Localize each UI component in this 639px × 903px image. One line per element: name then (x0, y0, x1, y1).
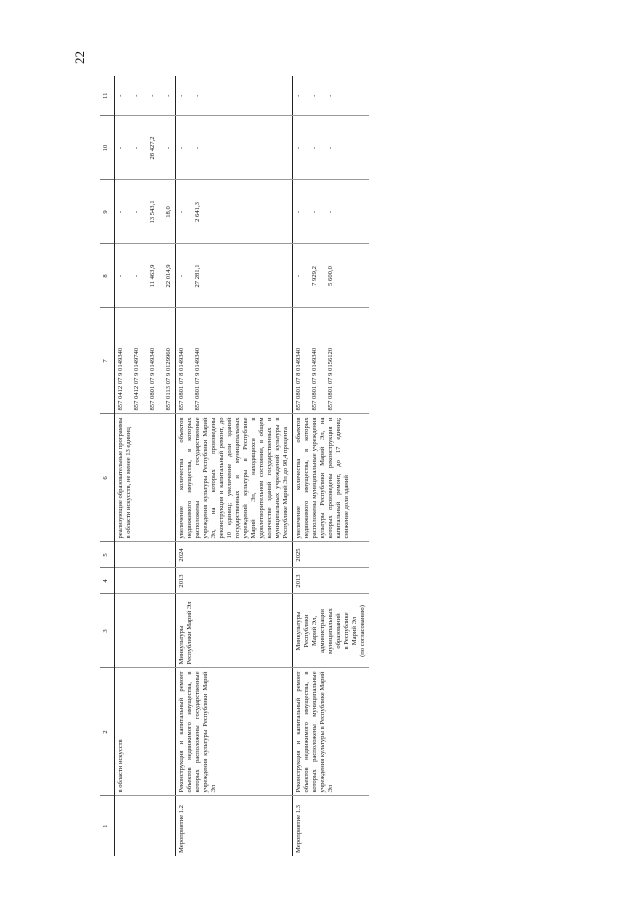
value: - (295, 274, 302, 278)
value: - (133, 146, 140, 150)
kbk-code: 857 0801 07 9 0149340 (194, 347, 201, 411)
cell-value (176, 180, 293, 244)
table-row (293, 76, 370, 856)
cell-description: Реконструкция и капитальный ремонт объектов недвижимого имущества, в которых расположены государственные учреждения культуры Республики Марий Эл (176, 668, 293, 796)
col-header: 10 (100, 116, 115, 180)
executor-line: администрации (319, 609, 326, 653)
value: 27 281,1 (194, 264, 201, 288)
value: - (295, 210, 302, 214)
col-header: 5 (100, 542, 115, 568)
cell-kbk (176, 308, 293, 414)
value: - (178, 274, 185, 278)
table-row (176, 76, 293, 856)
value: - (311, 210, 318, 214)
executor-line: Марий Эл, (311, 616, 318, 646)
cell-value (293, 116, 370, 180)
kbk-code: 857 0412 07 9 0149340 (117, 347, 124, 411)
col-header: 6 (100, 414, 115, 542)
cell-value (293, 180, 370, 244)
value: - (165, 146, 172, 150)
col-header: 2 (100, 668, 115, 796)
value: 28 427,2 (149, 136, 156, 160)
kbk-code: 857 0801 07 9 0156120 (327, 347, 334, 411)
kbk-code: 857 0801 07 8 0149340 (178, 347, 185, 411)
value: - (178, 210, 185, 214)
cell-value (176, 244, 293, 308)
cell-measure: Мероприятие 1.2 (176, 796, 293, 856)
executor-line: образований (335, 613, 342, 649)
cell-executor (293, 594, 370, 668)
cell-start-year: 2013 (176, 568, 293, 594)
value: - (165, 94, 172, 97)
executor-line: Марий Эл (351, 616, 358, 646)
cell-value (176, 116, 293, 180)
value: - (133, 94, 140, 97)
value: - (295, 94, 302, 97)
cell-value (115, 180, 176, 244)
cell-description: в области искусств (115, 668, 176, 796)
cell-measure (115, 796, 176, 856)
value: - (194, 146, 201, 150)
col-header: 1 (100, 796, 115, 856)
cell-start-year: 2013 (293, 568, 370, 594)
value: - (133, 274, 140, 278)
cell-result: реализующие образовательные программы в области искусств, не менее 13 единиц (115, 414, 176, 542)
kbk-code: 857 0801 07 9 0149340 (311, 347, 318, 411)
value: - (327, 210, 334, 214)
cell-measure: Мероприятие 1.3 (293, 796, 370, 856)
col-header: 8 (100, 244, 115, 308)
cell-start-year (115, 568, 176, 594)
table-row (115, 76, 176, 856)
col-header: 4 (100, 568, 115, 594)
value: - (327, 94, 334, 97)
executor-line: муниципальных (327, 608, 334, 654)
cell-description: Реконструкция и капитальный ремонт объектов недвижимого имущества, в которых расположены муниципальные учреждения культуры в Республике Марий Эл (293, 668, 370, 796)
cell-value (115, 244, 176, 308)
cell-value (176, 76, 293, 116)
value: 11 463,9 (149, 264, 156, 288)
value: - (311, 146, 318, 150)
kbk-code: 857 0113 07 9 0129960 (165, 348, 172, 411)
col-header: 9 (100, 180, 115, 244)
header-row (100, 76, 115, 856)
value: - (117, 146, 124, 150)
col-header: 3 (100, 594, 115, 668)
kbk-code: 857 0801 07 9 0149340 (149, 347, 156, 411)
executor-line: Минкультуры (295, 611, 302, 651)
value: - (117, 210, 124, 214)
kbk-code: 857 0412 07 9 0149740 (133, 347, 140, 411)
cell-value (293, 76, 370, 116)
value: - (295, 146, 302, 150)
value: - (133, 210, 140, 214)
budget-table (100, 76, 369, 856)
value: - (149, 94, 156, 97)
value: - (327, 146, 334, 150)
value: - (194, 94, 201, 97)
value: 2 641,3 (194, 202, 201, 222)
value: - (178, 94, 185, 97)
value: 7 929,2 (311, 266, 318, 286)
cell-executor: Минкультуры Республики Марий Эл (176, 594, 293, 668)
rotated-table-container (100, 76, 540, 856)
col-header: 11 (100, 76, 115, 116)
cell-end-year: 2025 (293, 542, 370, 568)
kbk-code: 857 0801 07 8 0149340 (295, 347, 302, 411)
cell-end-year (115, 542, 176, 568)
value: 18,0 (165, 206, 172, 218)
cell-result: увеличение количества объектов недвижимого имущества, в которых расположены государственные учреждения культуры Республики Марий Эл, на которых произведены реконструкция и капитальный ремонт, до 10 единиц; увеличение доли зданий государственных и муниципальных учреждений культуры в Республике Марий Эл, находящихся в удовлетворительном состоянии, в общем количестве зданий государственных и муниципальных учреждений культуры в Республике Марий Эл до 98,4 процента (176, 414, 293, 542)
executor-line: Республики (303, 614, 310, 648)
cell-value (293, 244, 370, 308)
cell-end-year: 2024 (176, 542, 293, 568)
cell-kbk (293, 308, 370, 414)
cell-value (115, 76, 176, 116)
value: 13 543,1 (149, 200, 156, 224)
value: - (311, 94, 318, 97)
executor-line: в Республике (343, 612, 350, 650)
value: - (178, 146, 185, 150)
cell-result: увеличение количества объектов недвижимого имущества, в которых расположены муниципальные учреждения культуры Республики Марий Эл, на которых произведены реконструкция и капитальный ремонт, до 17 единиц; снижение доли зданий (293, 414, 370, 542)
col-header: 7 (100, 308, 115, 414)
value: 22 014,9 (165, 264, 172, 288)
value: - (117, 274, 124, 278)
cell-value (115, 116, 176, 180)
page-number: 22 (72, 51, 87, 64)
executor-line: (по согласованию) (359, 605, 366, 657)
cell-executor (115, 594, 176, 668)
value: - (117, 94, 124, 97)
cell-kbk (115, 308, 176, 414)
value: 5 600,0 (327, 266, 334, 286)
